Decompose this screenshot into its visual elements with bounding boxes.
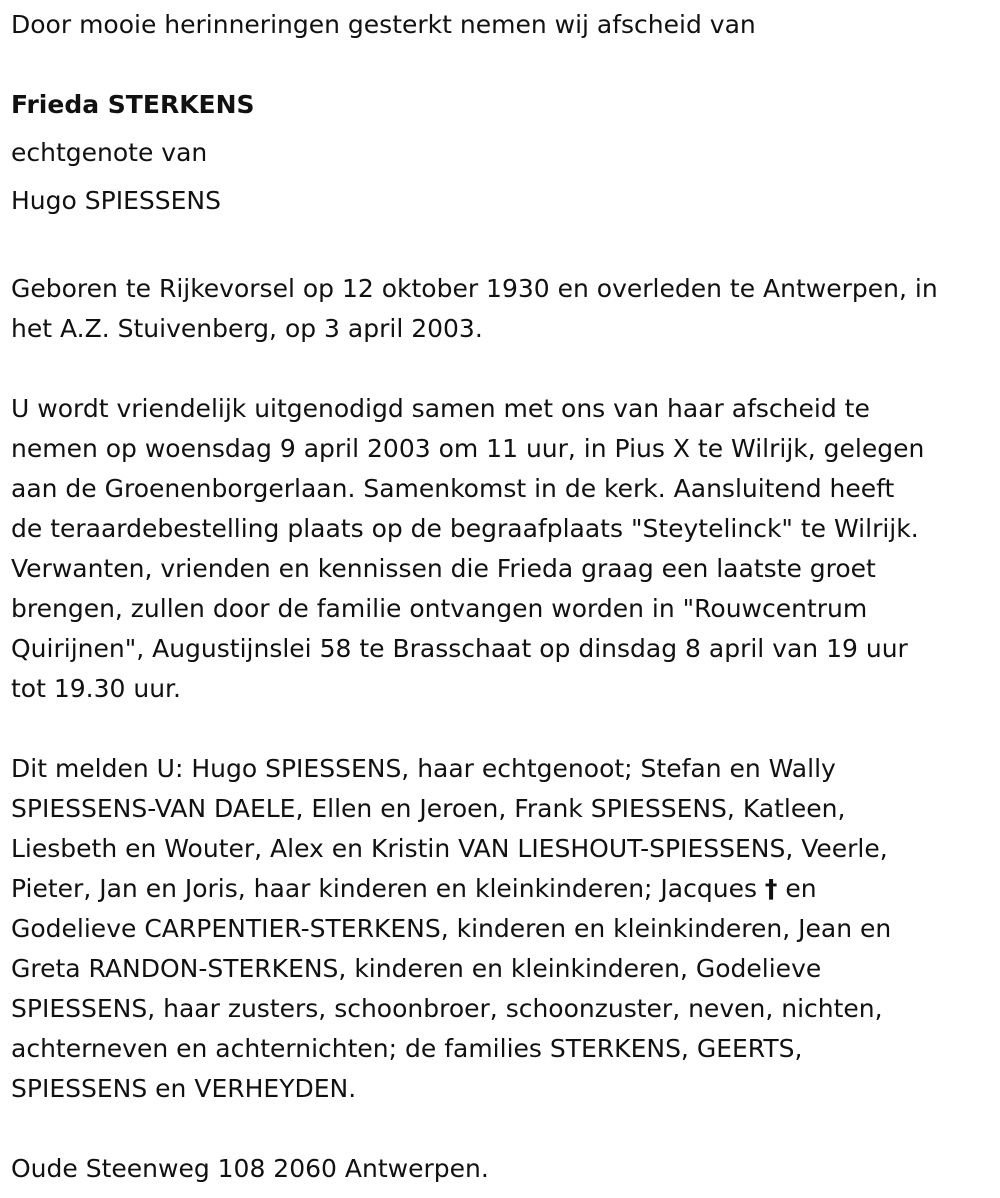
paragraph-line: Verwanten, vrienden en kennissen die Frieda graag een laatste groet	[11, 554, 876, 583]
paragraph-line: brengen, zullen door de familie ontvangen worden in "Rouwcentrum	[11, 594, 868, 623]
paragraph-line: de teraardebestelling plaats op de begraafplaats "Steytelinck" te Wilrijk.	[11, 514, 919, 543]
paragraph-line: Dit melden U: Hugo SPIESSENS, haar echtgenoot; Stefan en Wally	[11, 754, 836, 783]
paragraph-line: tot 19.30 uur.	[11, 674, 181, 703]
birth-death-paragraph	[11, 269, 988, 349]
paragraph-line: aan de Groenenborgerlaan. Samenkomst in de kerk. Aansluitend heeft	[11, 474, 895, 503]
invitation-paragraph	[11, 389, 988, 709]
address-line: Oude Steenweg 108 2060 Antwerpen.	[11, 1154, 489, 1183]
paragraph-line: Geboren te Rijkevorsel op 12 oktober 1930 en overleden te Antwerpen, in	[11, 274, 938, 303]
paragraph-line: SPIESSENS-VAN DAELE, Ellen en Jeroen, Frank SPIESSENS, Katleen,	[11, 794, 846, 823]
announcers-paragraph	[11, 749, 988, 1109]
paragraph-line: Quirijnen", Augustijnslei 58 te Brasschaat op dinsdag 8 april van 19 uur	[11, 634, 908, 663]
paragraph-line: U wordt vriendelijk uitgenodigd samen met ons van haar afscheid te	[11, 394, 870, 423]
paragraph-line: Godelieve CARPENTIER-STERKENS, kinderen en kleinkinderen, Jean en	[11, 914, 892, 943]
spouse-name: Hugo SPIESSENS	[11, 186, 221, 215]
deceased-name: Frieda STERKENS	[11, 90, 255, 119]
paragraph-line: Greta RANDON-STERKENS, kinderen en kleinkinderen, Godelieve	[11, 954, 822, 983]
paragraph-line: SPIESSENS en VERHEYDEN.	[11, 1074, 357, 1103]
relation-label: echtgenote van	[11, 138, 208, 167]
paragraph-line-with-cross	[11, 869, 988, 909]
cross-icon: †	[764, 874, 778, 903]
paragraph-line: achterneven en achternichten; de families STERKENS, GEERTS,	[11, 1034, 803, 1063]
paragraph-line: nemen op woensdag 9 april 2003 om 11 uur, in Pius X te Wilrijk, gelegen	[11, 434, 925, 463]
paragraph-line: het A.Z. Stuivenberg, op 3 april 2003.	[11, 314, 483, 343]
paragraph-line: Liesbeth en Wouter, Alex en Kristin VAN LIESHOUT-SPIESSENS, Veerle,	[11, 834, 888, 863]
line-text: Pieter, Jan en Joris, haar kinderen en kleinkinderen; Jacques	[11, 874, 765, 903]
paragraph-line: SPIESSENS, haar zusters, schoonbroer, schoonzuster, neven, nichten,	[11, 994, 883, 1023]
intro-line: Door mooie herinneringen gesterkt nemen wij afscheid van	[11, 10, 756, 39]
line-text: en	[777, 874, 817, 903]
